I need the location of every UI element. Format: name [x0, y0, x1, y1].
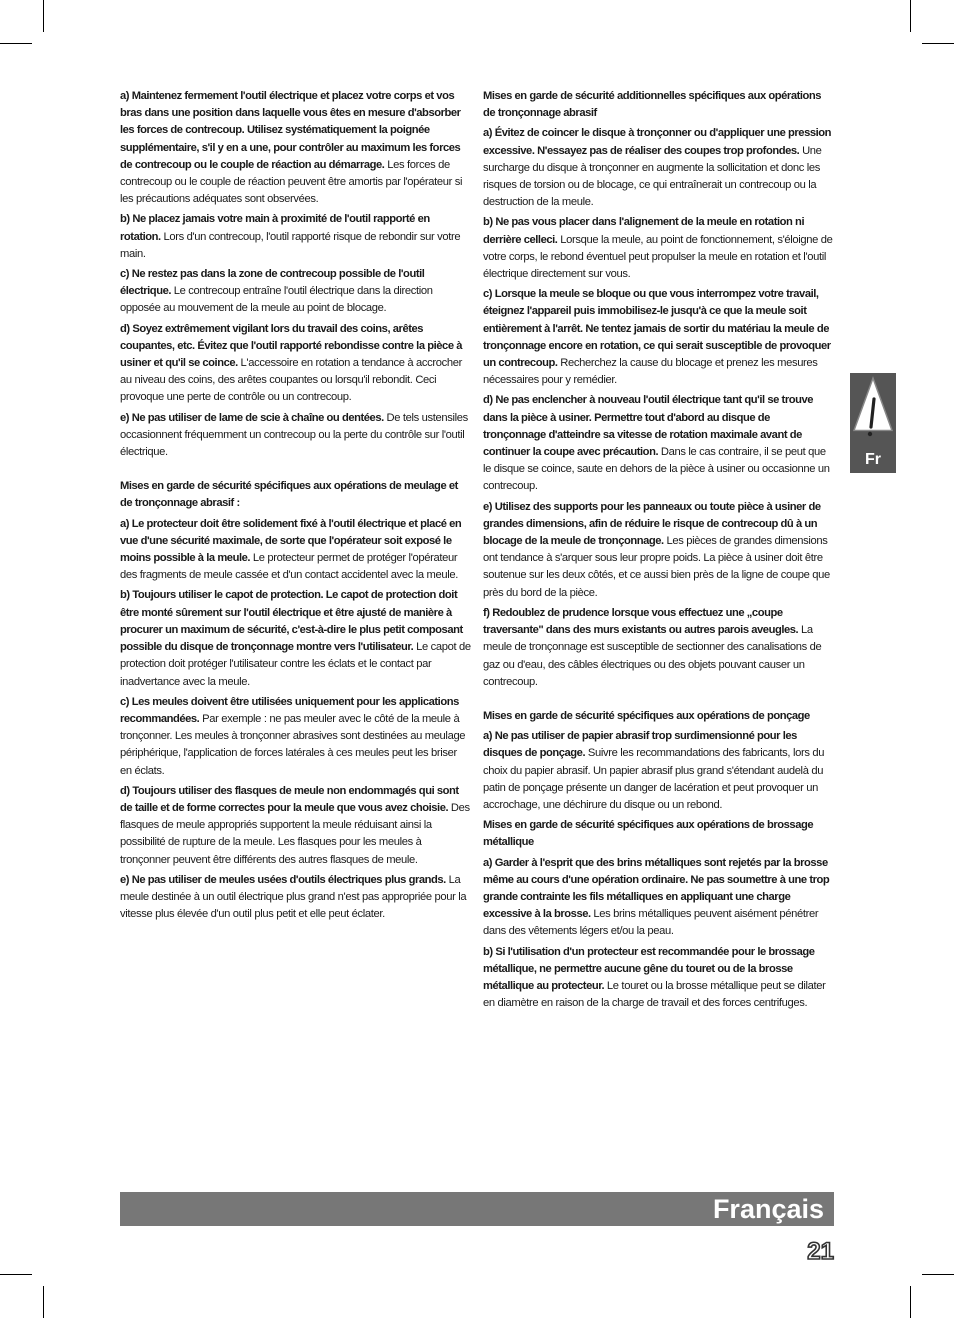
grinding-paragraph-d: d) Toujours utiliser des flasques de meule non endommagés qui sont de taille et de forme correctes pour la meule que vous avez choisie. Des flasques de meule appropriés supportent la meule réduisant ainsi la possibilité de rupture de la meule. Les flasques pour les meules à tronçonner peuvent être différents des autres flasques de meule. — [120, 784, 470, 866]
kickback-paragraph-a: a) Maintenez fermement l'outil électrique et placez votre corps et vos bras dans une position dans laquelle vous êtes en mesure d'absorber les forces de contrecoup. Utilisez systématiquement la poignée supplémentaire, s'il y en a une, pour contrôler au maximum les forces de contrecoup ou le couple de réaction au démarrage. Les forces de contrecoup ou le couple de réaction peuvent être amortis par l'opérateur si les précautions adéquates sont observées. — [120, 90, 463, 206]
kickback-paragraph-d: d) Soyez extrêmement vigilant lors du travail des coins, arêtes coupantes, etc. Évitez que l'outil rapporté rebondisse contre la pièce à usiner et qu'il se coince. L'accessoire en rotation a tendance à accrocher au niveau des coins, des arêtes coupantes ou lorsqu'il rebondit. Ceci provoque une perte de contrôle ou un contrecoup. — [120, 322, 463, 404]
brushing-paragraph-b: b) Si l'utilisation d'un protecteur est recommandée pour le brossage métallique, ne permettre aucune gêne du touret ou de la brosse métallique au protecteur. Le touret ou la brosse métallique peut se dilater en diamètre en raison de la charge de travail et des forces centrifuges. — [483, 945, 826, 1010]
warning-triangle-icon — [852, 375, 894, 445]
crop-mark-top-left-vertical — [43, 0, 44, 32]
crop-mark-top-right-vertical — [910, 0, 911, 32]
grinding-paragraph-a: a) Le protecteur doit être solidement fixé à l'outil électrique et placé en vue d'une sécurité maximale, de sorte que l'opérateur soit exposé le moins possible à la meule. Le protecteur permet de protéger l'opérateur des fragments de meule cassée et d'un contact accidentel avec la meule. — [120, 517, 462, 582]
cutoff-paragraph-f: f) Redoublez de prudence lorsque vous effectuez une „coupe traversante" dans des murs existants ou autres parois aveugles. La meule de tronçonnage est susceptible de sectionner des canalisations de gaz ou d'eau, des câbles électriques ou des objets pouvant causer un contrecoup. — [483, 606, 822, 688]
left-column — [120, 88, 471, 926]
cutoff-paragraph-d: d) Ne pas enclencher à nouveau l'outil électrique tant qu'il se trouve dans la pièce à usiner. Permettre tout d'abord au disque de tronçonnage d'atteindre sa vitesse de rotation maximale avant de continuer la coupe avec précaution. Dans le cas contraire, il se peut que le disque se coince, saute en dehors de la pièce à usiner ou occasionne un contrecoup. — [483, 394, 830, 493]
grinding-paragraph-e: e) Ne pas utiliser de meules usées d'outils électriques plus grands. La meule destinée à un outil électrique plus grand n'est pas appropriée pour la vitesse plus élevée d'un outil plus petit et elle peut éclater. — [120, 873, 467, 921]
language-code: Fr — [865, 451, 881, 468]
crop-mark-top-right-horizontal — [922, 43, 954, 44]
grinding-paragraph-c: c) Les meules doivent être utilisées uniquement pour les applications recommandées. Par exemple : ne pas meuler avec le côté de la meule à tronçonner. Les meules à tronçonner abrasives sont destinées au meulage périphérique, l'application de forces latérales à ces meules peut les briser en éclats. — [120, 695, 466, 777]
sanding-paragraph-a: a) Ne pas utiliser de papier abrasif trop surdimensionné pour les disques de ponçage. Suivre les recommandations des fabricants, lors du choix du papier abrasif. Un papier abrasif plus grand s'étendant audelà du patin de ponçage présente un danger de lacération et peut provoquer un accrochage, une déchirure du disque ou un rebond. — [483, 730, 825, 811]
crop-mark-bottom-left-horizontal — [0, 1274, 32, 1275]
kickback-paragraph-e: e) Ne pas utiliser de lame de scie à chaîne ou dentées. De tels ustensiles occasionnent fréquemment un contrecoup ou la perte du contrôle sur l'outil électrique. — [120, 411, 468, 459]
cutoff-paragraph-e: e) Utilisez des supports pour les panneaux ou toute pièce à usiner de grandes dimensions, afin de réduire le risque de contrecoup dû à un blocage de la meule de tronçonnage. Les pièces de grandes dimensions ont tendance à s'arquer sous leur propre poids. La pièce à usiner doit être soutenue sur les deux côtés, et ce aussi bien près de la ligne de coupe que près du bord de la pièce. — [483, 500, 830, 599]
crop-mark-bottom-right-horizontal — [922, 1274, 954, 1275]
cutoff-paragraph-c: c) Lorsque la meule se bloque ou que vous interrompez votre travail, éteignez l'appareil puis immobilisez-le jusqu'à ce que la meule soit entièrement à l'arrêt. Ne tentez jamais de sortir du matériau la meule de tronçonnage encore en rotation, ce qui serait susceptible de provoquer un contrecoup. Recherchez la cause du blocage et prenez les mesures nécessaires pour y remédier. — [483, 288, 831, 387]
sanding-section-heading: Mises en garde de sécurité spécifiques aux opérations de ponçage — [483, 709, 810, 722]
kickback-paragraph-b: b) Ne placez jamais votre main à proximité de l'outil rapporté en rotation. Lors d'un contrecoup, l'outil rapporté risque de rebondir sur votre main. — [120, 213, 461, 260]
cutoff-paragraph-a: a) Évitez de coincer le disque à tronçonner ou d'appliquer une pression excessive. N'essayez pas de réaliser des coupes trop profondes. Une surcharge du disque à tronçonner en augmente la sollicitation et donc les risques de torsion ou de blocage, ce qui entraînerait un contrecoup ou la destruction de la meule. — [483, 127, 832, 209]
kickback-paragraph-c: c) Ne restez pas dans la zone de contrecoup possible de l'outil électrique. Le contrecoup entraîne l'outil électrique dans la direction opposée au mouvement de la meule au point de blocage. — [120, 268, 433, 315]
grinding-section-heading: Mises en garde de sécurité spécifiques aux opérations de meulage et de tronçonnage abrasif : — [120, 480, 458, 510]
grinding-paragraph-b: b) Toujours utiliser le capot de protection. Le capot de protection doit être monté sûrement sur l'outil électrique et être ajusté de manière à procurer un maximum de sécurité, c'est-à-dire le plus petit composant possible du disque de tronçonnage montre vers l'utilisateur. Le capot de protection doit protéger l'utilisateur contre les éclats et le contact par inadvertance avec la meule. — [120, 589, 471, 688]
language-title: Français — [712, 1194, 824, 1224]
crop-mark-top-left-horizontal — [0, 43, 32, 44]
crop-mark-bottom-left-vertical — [43, 1286, 44, 1318]
crop-mark-bottom-right-vertical — [910, 1286, 911, 1318]
right-column — [483, 88, 835, 1015]
brushing-section-heading: Mises en garde de sécurité spécifiques aux opérations de brossage métallique — [483, 819, 814, 849]
cutoff-section-heading: Mises en garde de sécurité additionnelles spécifiques aux opérations de tronçonnage abrasif — [483, 90, 822, 120]
language-side-tab — [850, 373, 896, 473]
brushing-paragraph-a: a) Garder à l'esprit que des brins métalliques sont rejetés par la brosse même au cours d'une opération ordinaire. Ne pas soumettre à une trop grande contrainte les fils métalliques en appliquant une charge excessive à la brosse. Les brins métalliques peuvent aisément pénétrer dans des vêtements légers et/ou la peau. — [483, 856, 830, 938]
page-number: 21 — [807, 1238, 834, 1265]
language-banner — [120, 1192, 834, 1226]
cutoff-paragraph-b: b) Ne pas vous placer dans l'alignement de la meule en rotation ni derrière celleci. Lorsque la meule, au point de fonctionnement, s'éloigne de votre corps, le rebond éventuel peut propulser la meule en rotation et l'outil électrique directement sur vous. — [483, 216, 833, 281]
